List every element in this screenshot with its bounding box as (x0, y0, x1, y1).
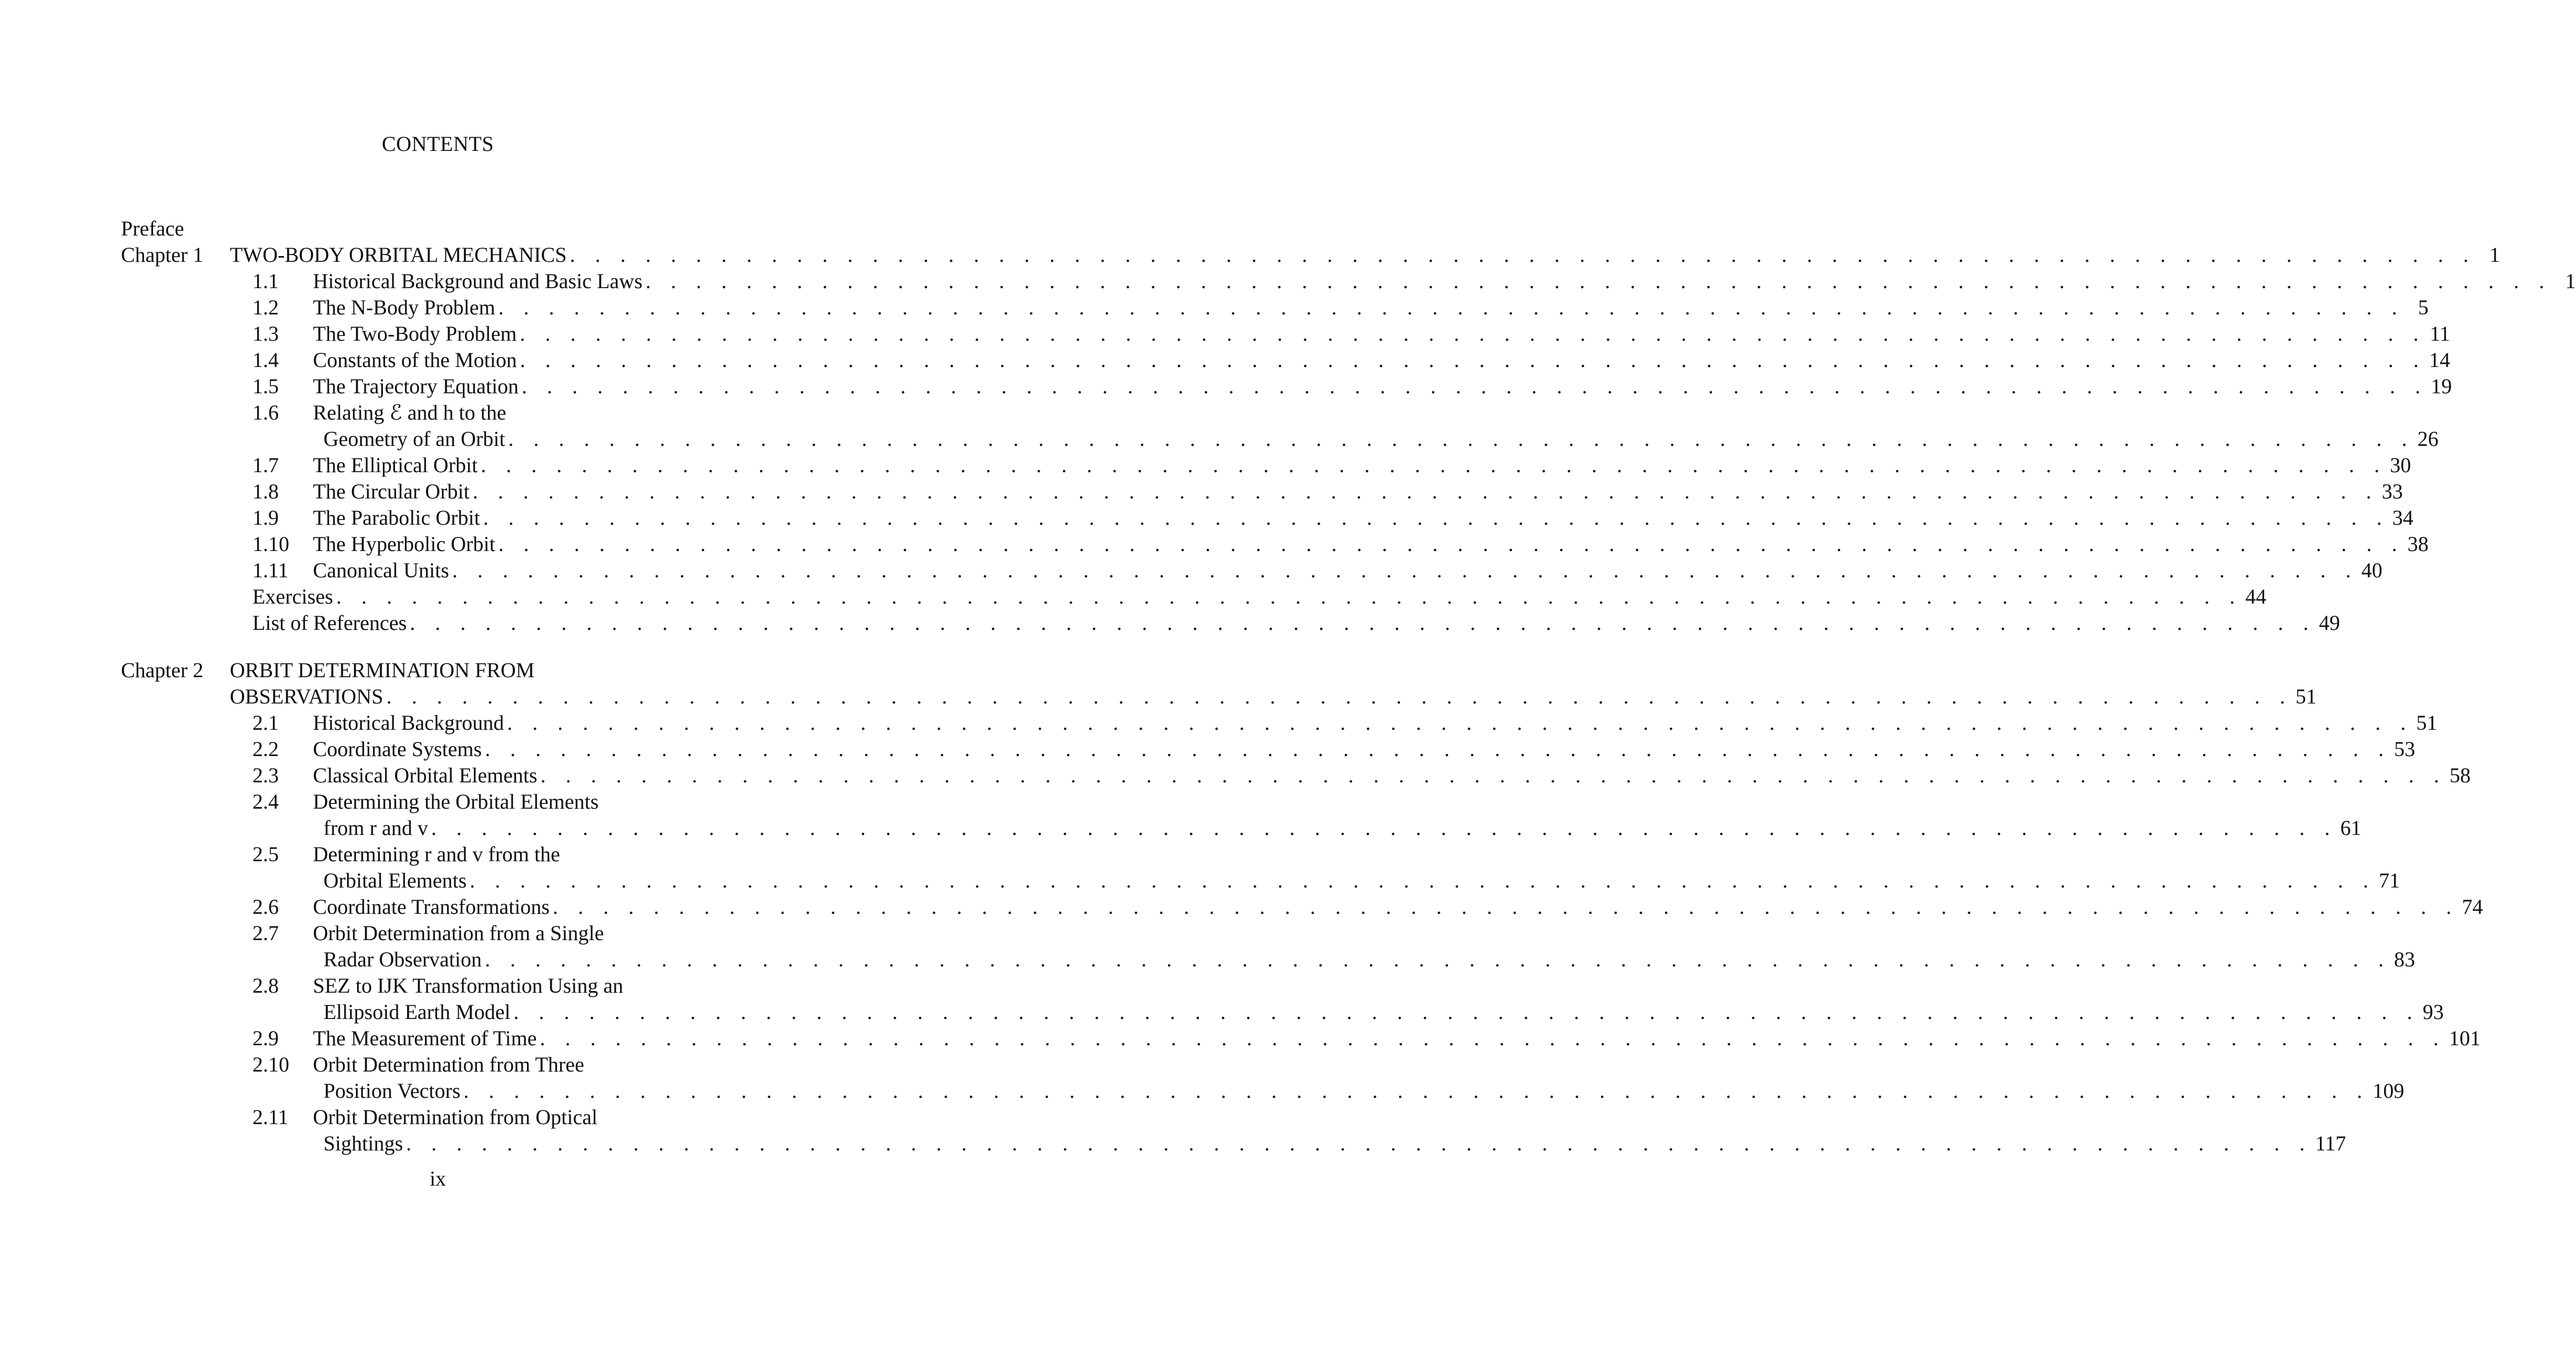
section-title: Coordinate Systems (313, 737, 482, 761)
dot-leader: . . . . . . . . . . . . . . . . . . . . . . . . . . . . . . . . . . . . . . . . . . . . . . . . . . . . . . . . . . . . . . . . . . . . . . . . . . . . (507, 711, 2413, 735)
dot-leader: . . . . . . . . . . . . . . . . . . . . . . . . . . . . . . . . . . . . . . . . . . . . . . . . . . . . . . . . . . . . . . . . . . . . . . . . . . . . (336, 585, 2243, 608)
page-title: CONTENTS (382, 132, 494, 156)
toc-entry (0, 268, 2576, 294)
section-page: 14 (2429, 348, 2450, 372)
section-number: 1.2 (252, 295, 279, 319)
section (323, 946, 2416, 973)
section-number: 2.4 (252, 790, 279, 813)
section-title: Geometry of an Orbit (323, 427, 505, 451)
section (313, 557, 2382, 584)
section (323, 1130, 2346, 1157)
section-page: 26 (2417, 427, 2439, 451)
toc-entry (0, 347, 2450, 373)
chapter-title-title: TWO-BODY ORBITAL MECHANICS (230, 243, 567, 267)
section-number: 2.2 (252, 737, 279, 761)
dot-leader: . . . . . . . . . . . . . . . . . . . . . . . . . . . . . . . . . . . . . . . . . . . . . . . . . . . . . . . . . . . . . . . . . . . . . . . . . . . . (513, 1000, 2420, 1024)
dot-leader: . . . . . . . . . . . . . . . . . . . . . . . . . . . . . . . . . . . . . . . . . . . . . . . . . . . . . . . . . . . . . . . . . . . . . . . . . . . . (386, 685, 2293, 708)
toc-entry-continued (0, 868, 2400, 894)
section-page: 30 (2390, 453, 2411, 477)
section-page: 109 (2372, 1079, 2405, 1103)
section-title: Canonical Units (313, 558, 449, 582)
section-title: The Hyperbolic Orbit (313, 532, 495, 556)
toc-entry (0, 973, 876, 999)
section-page: 38 (2407, 532, 2429, 556)
chapter-title-page: 1 (2489, 243, 2500, 267)
section (313, 347, 2450, 373)
toc-entry (0, 505, 2413, 531)
dot-leader: . . . . . . . . . . . . . . . . . . . . . . . . . . . . . . . . . . . . . . . . . . . . . . . . . . . . . . . . . . . . . . . . . . . . . . . . . . . . (540, 763, 2447, 787)
section-page: 11 (2430, 322, 2450, 345)
section-page: 5 (2418, 295, 2429, 319)
section-title: Constants of the Motion (313, 348, 517, 372)
dot-leader: . . . . . . . . . . . . . . . . . . . . . . . . . . . . . . . . . . . . . . . . . . . . . . . . . . . . . . . . . . . . . . . . . . . . . . . . . . . . (431, 816, 2337, 840)
section (313, 736, 2416, 762)
section (313, 294, 2429, 321)
exercises-page: 44 (2245, 585, 2267, 608)
dot-leader: . . . . . . . . . . . . . . . . . . . . . . . . . . . . . . . . . . . . . . . . . . . . . . . . . . . . . . . . . . . . . . . . . . . . . . . . . . . . (485, 947, 2391, 971)
section (313, 478, 2403, 505)
toc-entry (0, 478, 2403, 505)
toc-entry-continued (0, 946, 2416, 973)
section-number: 2.9 (252, 1026, 279, 1050)
dot-leader: . . . . . . . . . . . . . . . . . . . . . . . . . . . . . . . . . . . . . . . . . . . . . . . . . . . . . . . . . . . . . . . . . . . . . . . . . . . . (470, 869, 2376, 892)
section-number: 2.8 (252, 974, 279, 997)
section-title: Sightings (323, 1131, 403, 1155)
section-page: 74 (2461, 895, 2483, 919)
toc-entry (0, 762, 2471, 789)
dot-leader: . . . . . . . . . . . . . . . . . . . . . . . . . . . . . . . . . . . . . . . . . . . . . . . . . . . . . . . . . . . . . . . . . . . . . . . . . . . . (645, 269, 2552, 293)
section-number: 1.7 (252, 453, 279, 477)
page-number: ix (429, 1167, 447, 1190)
section-page: 34 (2392, 506, 2413, 529)
toc-entry (0, 920, 876, 946)
section-title: Historical Background (313, 711, 504, 735)
section-page: 40 (2361, 558, 2382, 582)
section (323, 426, 2439, 452)
section-title: The N-Body Problem (313, 295, 495, 319)
section-title: Determining the Orbital Elements (313, 790, 599, 813)
dot-leader: . . . . . . . . . . . . . . . . . . . . . . . . . . . . . . . . . . . . . . . . . . . . . . . . . . . . . . . . . . . . . . . . . . . . . . . . . . . . (483, 506, 2389, 529)
chapter-row (0, 242, 2500, 268)
section-title: Orbit Determination from Optical (313, 1105, 597, 1129)
dot-leader: . . . . . . . . . . . . . . . . . . . . . . . . . . . . . . . . . . . . . . . . . . . . . . . . . . . . . . . . . . . . . . . . . . . . . . . . . . . . (481, 453, 2387, 477)
exercises-row (0, 584, 2267, 610)
dot-leader: . . . . . . . . . . . . . . . . . . . . . . . . . . . . . . . . . . . . . . . . . . . . . . . . . . . . . . . . . . . . . . . . . . . . . . . . . . . . (485, 737, 2391, 761)
section (313, 710, 2438, 736)
section-title: Coordinate Transformations (313, 895, 550, 919)
section-title: SEZ to IJK Transformation Using an (313, 974, 623, 997)
dot-leader: . . . . . . . . . . . . . . . . . . . . . . . . . . . . . . . . . . . . . . . . . . . . . . . . . . . . . . . . . . . . . . . . . . . . . . . . . . . . (498, 295, 2405, 319)
preface-row (0, 216, 876, 242)
section-title: Classical Orbital Elements (313, 763, 537, 787)
dot-leader: . . . . . . . . . . . . . . . . . . . . . . . . . . . . . . . . . . . . . . . . . . . . . . . . . . . . . . . . . . . . . . . . . . . . . . . . . . . . (522, 374, 2428, 398)
toc-entry (0, 321, 2450, 347)
section-title: Historical Background and Basic Laws (313, 269, 643, 293)
section (323, 1078, 2405, 1104)
references-title: List of References (252, 611, 407, 635)
section (323, 999, 2444, 1025)
section-title: The Trajectory Equation (313, 374, 519, 398)
section-title: from r and v (323, 816, 428, 840)
chapter-title-title: OBSERVATIONS (230, 685, 383, 708)
chapter-label: Chapter 1 (121, 243, 204, 267)
section (323, 868, 2400, 894)
section-number: 2.3 (252, 763, 279, 787)
section-number: 2.1 (252, 711, 279, 735)
section-page: 117 (2315, 1131, 2346, 1155)
section (313, 268, 2576, 294)
toc-entry (0, 452, 2411, 478)
section-number: 1.6 (252, 401, 279, 424)
chapter-row (0, 657, 876, 684)
toc-entry (0, 557, 2382, 584)
section (313, 321, 2450, 347)
section (313, 373, 2452, 400)
toc-entry (0, 736, 2416, 762)
toc-entry-continued (0, 1130, 2346, 1157)
toc-entry (0, 400, 876, 426)
section-number: 2.7 (252, 921, 279, 945)
section (313, 894, 2483, 920)
section-number: 1.4 (252, 348, 279, 372)
chapter-label: Chapter 2 (121, 658, 204, 682)
section-page: 58 (2449, 763, 2471, 787)
chapter-title-page: 51 (2295, 685, 2317, 708)
section-number: 1.3 (252, 322, 279, 345)
toc-entry-continued (0, 999, 2444, 1025)
section-number: 1.1 (252, 269, 279, 293)
exercises-title: Exercises (252, 585, 333, 608)
toc-entry-continued (0, 426, 2439, 452)
section-number: 2.5 (252, 842, 279, 866)
chapter-row-continued (0, 684, 2317, 710)
section-title: Orbit Determination from a Single (313, 921, 604, 945)
section-page: 93 (2422, 1000, 2444, 1024)
section-page: 19 (2431, 374, 2452, 398)
dot-leader: . . . . . . . . . . . . . . . . . . . . . . . . . . . . . . . . . . . . . . . . . . . . . . . . . . . . . . . . . . . . . . . . . . . . . . . . . . . . (508, 427, 2415, 451)
section-number: 2.10 (252, 1053, 289, 1076)
section-number: 1.10 (252, 532, 289, 556)
dot-leader: . . . . . . . . . . . . . . . . . . . . . . . . . . . . . . . . . . . . . . . . . . . . . . . . . . . . . . . . . . . . . . . . . . . . . . . . . . . . (452, 558, 2358, 582)
section-number: 2.11 (252, 1105, 289, 1129)
section-number: 1.9 (252, 506, 279, 529)
references-row (0, 610, 2340, 636)
section-title: The Circular Orbit (313, 480, 470, 503)
toc-entry (0, 1052, 876, 1078)
dot-leader: . . . . . . . . . . . . . . . . . . . . . . . . . . . . . . . . . . . . . . . . . . . . . . . . . . . . . . . . . . . . . . . . . . . . . . . . . . . . (410, 611, 2316, 635)
section-title: Orbit Determination from Three (313, 1053, 584, 1076)
toc-entry (0, 1104, 876, 1130)
dot-leader: . . . . . . . . . . . . . . . . . . . . . . . . . . . . . . . . . . . . . . . . . . . . . . . . . . . . . . . . . . . . . . . . . . . . . . . . . . . . (406, 1131, 2313, 1155)
toc-entry (0, 710, 2438, 736)
toc-entry (0, 894, 2483, 920)
dot-leader: . . . . . . . . . . . . . . . . . . . . . . . . . . . . . . . . . . . . . . . . . . . . . . . . . . . . . . . . . . . . . . . . . . . . . . . . . . . . (472, 480, 2379, 503)
section (313, 1025, 2481, 1052)
toc-entry (0, 531, 2429, 557)
section-title: The Two-Body Problem (313, 322, 517, 345)
chapter-title (230, 684, 2317, 710)
section (323, 815, 2361, 841)
toc-entry (0, 1025, 2481, 1052)
dot-leader: . . . . . . . . . . . . . . . . . . . . . . . . . . . . . . . . . . . . . . . . . . . . . . . . . . . . . . . . . . . . . . . . . . . . . . . . . . . . (520, 348, 2426, 372)
section (313, 505, 2413, 531)
toc-entry-continued (0, 1078, 2405, 1104)
section-page: 71 (2379, 869, 2400, 892)
section-title: Determining r and v from the (313, 842, 560, 866)
section-page: 101 (2449, 1026, 2481, 1050)
section-page: 83 (2394, 947, 2416, 971)
section-page: 61 (2340, 816, 2361, 840)
section-title: The Elliptical Orbit (313, 453, 478, 477)
toc-entry (0, 294, 2429, 321)
section-title: The Measurement of Time (313, 1026, 537, 1050)
dot-leader: . . . . . . . . . . . . . . . . . . . . . . . . . . . . . . . . . . . . . . . . . . . . . . . . . . . . . . . . . . . . . . . . . . . . . . . . . . . . (540, 1026, 2446, 1050)
section-page: 33 (2381, 480, 2403, 503)
dot-leader: . . . . . . . . . . . . . . . . . . . . . . . . . . . . . . . . . . . . . . . . . . . . . . . . . . . . . . . . . . . . . . . . . . . . . . . . . . . . (520, 322, 2426, 345)
section (313, 762, 2471, 789)
section-title: The Parabolic Orbit (313, 506, 480, 529)
section (313, 452, 2411, 478)
section-number: 1.5 (252, 374, 279, 398)
section-number: 1.11 (252, 558, 289, 582)
section-number: 1.8 (252, 480, 279, 503)
section-title: Ellipsoid Earth Model (323, 1000, 511, 1024)
toc-entry (0, 789, 876, 815)
toc-entry-continued (0, 815, 2361, 841)
chapter-title (230, 242, 2500, 268)
exercises (252, 584, 2267, 610)
section (313, 531, 2429, 557)
section-title: Orbital Elements (323, 869, 467, 892)
section-page: 53 (2394, 737, 2416, 761)
section-title: Radar Observation (323, 947, 482, 971)
chapter-title: ORBIT DETERMINATION FROM (230, 658, 535, 682)
section-title: Relating ℰ and h to the (313, 401, 506, 424)
references (252, 610, 2340, 636)
toc-entry (0, 841, 876, 868)
dot-leader: . . . . . . . . . . . . . . . . . . . . . . . . . . . . . . . . . . . . . . . . . . . . . . . . . . . . . . . . . . . . . . . . . . . . . . . . . . . . (498, 532, 2405, 556)
section-number: 2.6 (252, 895, 279, 919)
dot-leader: . . . . . . . . . . . . . . . . . . . . . . . . . . . . . . . . . . . . . . . . . . . . . . . . . . . . . . . . . . . . . . . . . . . . . . . . . . . . (463, 1079, 2370, 1103)
toc-entry (0, 373, 2452, 400)
references-page: 49 (2319, 611, 2340, 635)
dot-leader: . . . . . . . . . . . . . . . . . . . . . . . . . . . . . . . . . . . . . . . . . . . . . . . . . . . . . . . . . . . . . . . . . . . . . . . . . . . . (552, 895, 2459, 919)
section-page: 1 (2565, 269, 2576, 293)
section-page: 51 (2416, 711, 2438, 735)
preface-label: Preface (121, 217, 184, 240)
dot-leader: . . . . . . . . . . . . . . . . . . . . . . . . . . . . . . . . . . . . . . . . . . . . . . . . . . . . . . . . . . . . . . . . . . . . . . . . . . . . (570, 243, 2476, 267)
section-title: Position Vectors (323, 1079, 461, 1103)
